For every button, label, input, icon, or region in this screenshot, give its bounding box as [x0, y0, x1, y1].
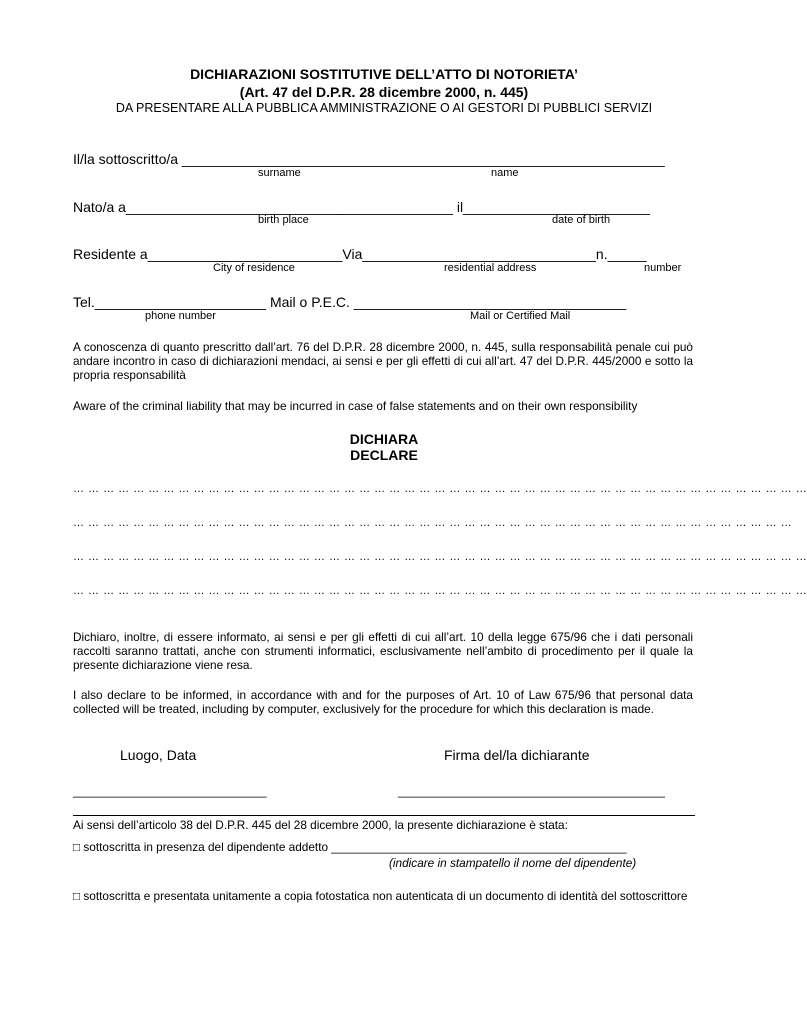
hint-mail: Mail or Certified Mail: [470, 310, 571, 322]
field-contacts: Tel.______________________ Mail o P.E.C. ___________________________________: [73, 294, 627, 310]
privacy-paragraph-italian: Dichiaro, inoltre, di essere informato, ai sensi e per gli effetti di cui all’art. 10 della legge 675/96 che i dati personali raccolti saranno trattati, anche con strumenti informatici, esclusivamente nell’ambito di procedimento per il quale la presente dichiarazione viene resa.: [73, 630, 693, 672]
dotted-line: … … … … … … … … … … … … … … … … … … … … … … … … … … … … … … … … … … … … … … … … … … … … … … … … …: [73, 551, 807, 563]
field-residence: Residente a_________________________Via______________________________n._____: [73, 246, 647, 262]
awareness-paragraph-english: Aware of the criminal liability that may be incurred in case of false statements and on their own responsibility: [73, 399, 638, 413]
privacy-paragraph-english: I also declare to be informed, in accordance with and for the purposes of Art. 10 of Law 675/96 that personal data collected will be treated, including by computer, exclusively for the procedure for which this declaration is made.: [73, 688, 693, 716]
field-birth: Nato/a a__________________________________________ il________________________: [73, 199, 650, 215]
hint-name: name: [491, 167, 519, 179]
footer-intro: Ai sensi dell’articolo 38 del D.P.R. 445 del 28 dicembre 2000, la presente dichiarazione è stata:: [73, 818, 568, 832]
place-date-line: _____________________________: [73, 784, 267, 798]
field-undersigned: Il/la sottoscritto/a ______________________________________________________________: [73, 151, 665, 167]
dotted-line: … … … … … … … … … … … … … … … … … … … … … … … … … … … … … … … … … … … … … … … … … … … … … … … …: [73, 517, 793, 529]
hint-surname: surname: [258, 167, 301, 179]
place-date-label: Luogo, Data: [120, 747, 197, 763]
hint-phone-number: phone number: [145, 310, 216, 322]
signer-signature-line: ________________________________________: [398, 784, 665, 798]
awareness-paragraph-italian: A conoscenza di quanto prescritto dall’art. 76 del D.P.R. 28 dicembre 2000, n. 445, sulla responsabilità penale cui può andare incontro in caso di dichiarazioni mendaci, ai sensi e per gli effetti di cui all’art. 47 del D.P.R. 445/2000 e sotto la propria responsabilità: [73, 340, 693, 382]
dotted-line: … … … … … … … … … … … … … … … … … … … … … … … … … … … … … … … … … … … … … … … … … … … … … … … … …: [73, 483, 807, 495]
option-employee-name-hint: (indicare in stampatello il nome del dipendente): [389, 856, 637, 870]
option-signed-in-presence: □ sottoscritta in presenza del dipendente addetto _____________________________________________: [73, 840, 627, 854]
footer-divider: [73, 815, 695, 816]
declare-heading-english: DECLARE: [350, 447, 418, 463]
form-subtitle: DA PRESENTARE ALLA PUBBLICA AMMINISTRAZIONE O AI GESTORI DI PUBBLICI SERVIZI: [115, 101, 653, 115]
dotted-line: … … … … … … … … … … … … … … … … … … … … … … … … … … … … … … … … … … … … … … … … … … … … … … … … …: [73, 585, 807, 597]
declare-heading-italian: DICHIARA: [349, 431, 419, 447]
option-signed-with-id-copy: □ sottoscritta e presentata unitamente a copia fotostatica non autenticata di un documento di identità del sottoscrittore: [73, 889, 688, 903]
signer-label: Firma del/la dichiarante: [444, 747, 590, 763]
hint-residential-address: residential address: [444, 262, 537, 274]
form-title-line1: DICHIARAZIONI SOSTITUTIVE DELL’ATTO DI NOTORIETA’: [190, 66, 578, 82]
hint-city-of-residence: City of residence: [213, 262, 295, 274]
hint-birth-place: birth place: [258, 214, 309, 226]
hint-number: number: [644, 262, 682, 274]
hint-date-of-birth: date of birth: [552, 214, 611, 226]
form-title-line2: (Art. 47 del D.P.R. 28 dicembre 2000, n. 445): [239, 84, 529, 100]
